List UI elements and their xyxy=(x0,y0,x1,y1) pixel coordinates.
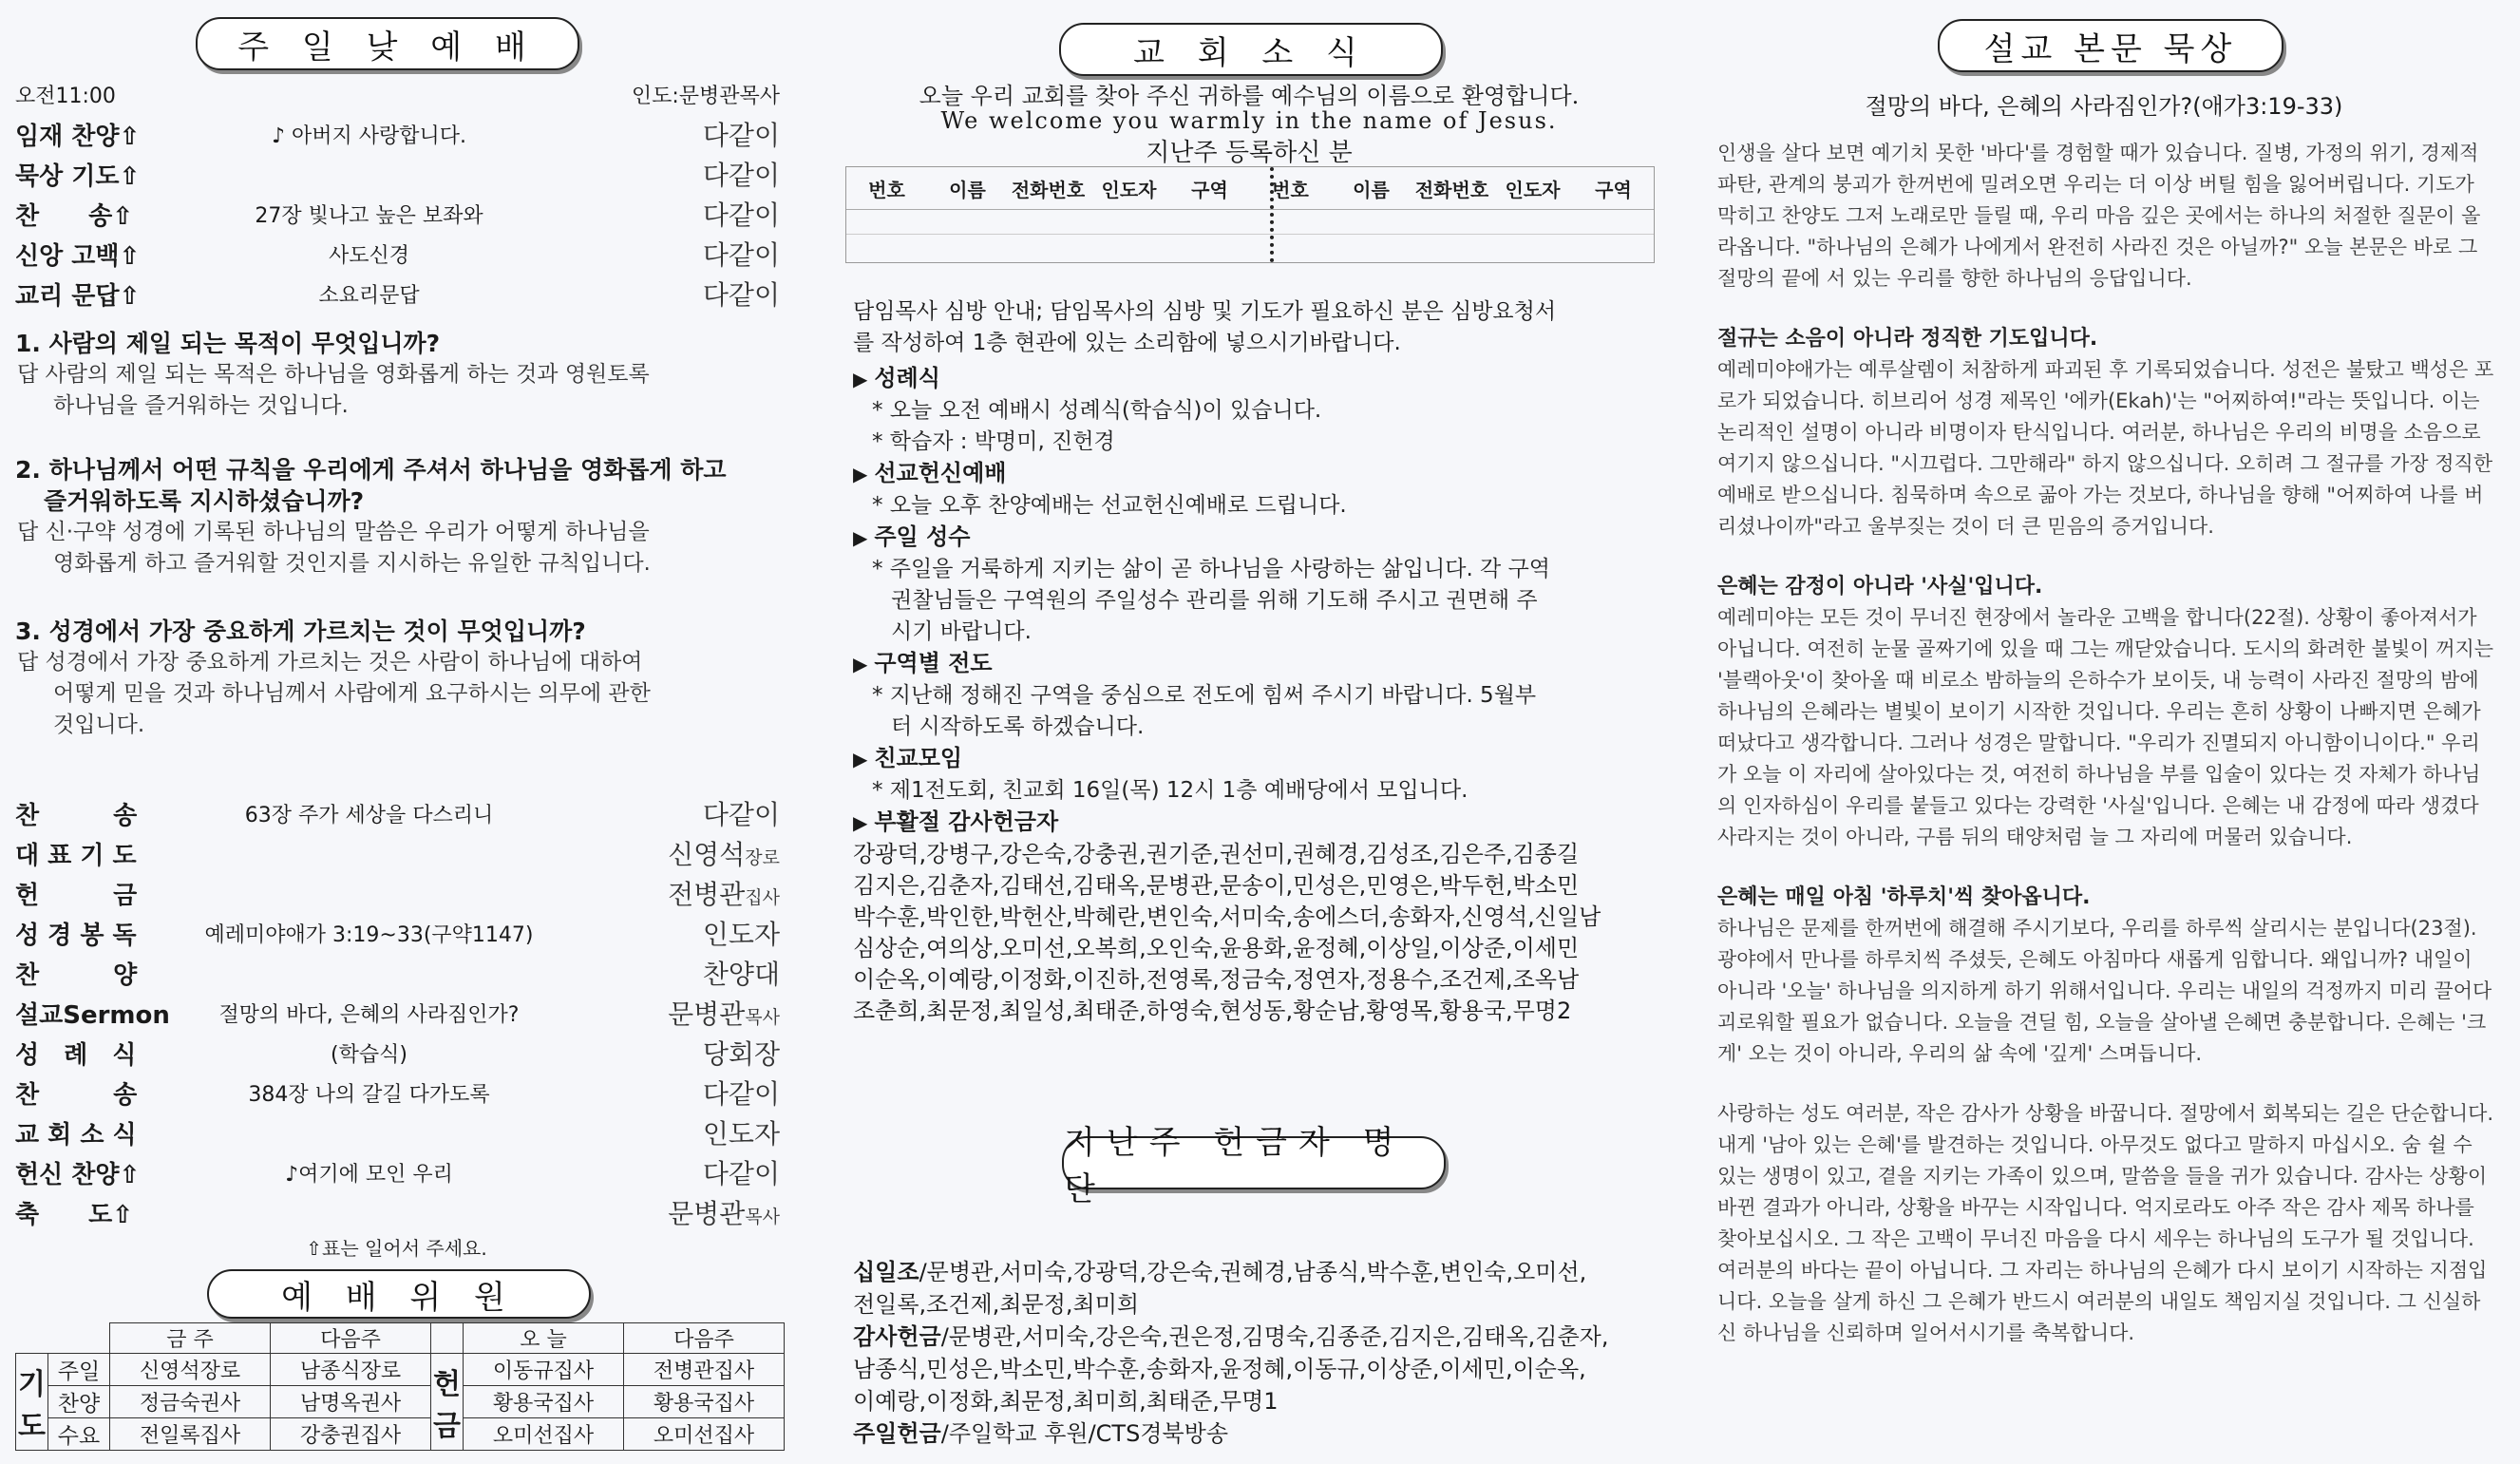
easter-donor-names: 강광덕,강병구,강은숙,강충권,권기준,권선미,권혜경,김성조,김은주,김종길 김지은,김춘자,김태선,김태옥,문병관,문송이,민성은,민영은,박두헌,박소민 박수훈,박인한,박헌산,박혜란,변인숙,서미숙,송에스더,송화자,신영석,신일남 심상순,여의상,오미선,오복희,오인숙,윤용화,윤정혜,이상일,이상준,이세민 이순옥,이예랑,이정화,이진하,전영록,정금숙,정연자,정용수,조건제,조옥남 조춘희,최문정,최일성,최태준,하영숙,현성동,황순남,황영목,황용국,무명2 xyxy=(853,841,1601,1024)
sermon-heading: 은혜는 감정이 아니라 '사실'입니다. xyxy=(1717,575,2043,599)
service-row: 성 경 봉 독 예레미야애가 3:19~33(구약1147) 인도자 xyxy=(15,919,780,950)
sermon-heading: 은혜는 매일 아침 '하루치'씩 찾아옵니다. xyxy=(1717,885,2091,909)
news-heading: ▶ 부활절 감사헌금자 xyxy=(853,807,1655,839)
service-row: 축 도⇧ 문병관목사 xyxy=(15,1198,780,1229)
sermon-paragraph: 사랑하는 성도 여러분, 작은 감사가 상황을 바꿉니다. 절망에서 회복되는 길은 단순합니다. 내게 '남아 있는 은혜'를 발견하는 것입니다. 아무것도 없다고 말하지 마십시오. 숨 쉴 수 있는 생명이 있고, 곁을 지키는 가족이 있으며, 말씀을 들을 귀가 있습니다. 감사는 상황이 바뀐 결과가 아니라, 상황을 바꾸는 시작입니다. 억지로라도 아주 작은 감사 제목 하나를 찾아보십시오. 그 작은 고백이 무너진 마음을 다시 세우는 하나님의 도구가 될 것입니다. 여러분의 바다는 끝이 아닙니다. 그 자리는 하나님의 은혜가 다시 보이기 시작하는 지점입니다. 오늘을 살게 하신 그 은혜가 반드시 여러분의 내일도 책임지실 것입니다. 그 신실하신 하나님을 신뢰하며 일어서시기를 축복합니다. xyxy=(1717,1102,2494,1344)
service-row: 찬 송 63장 주가 세상을 다스리니 다같이 xyxy=(15,799,780,830)
news-heading: ▶ 선교헌신예배 xyxy=(853,458,1655,490)
registration-table: 번호 이름 전화번호 인도자 구역 번호 이름 전화번호 인도자 구역 xyxy=(845,166,1655,263)
service-row: 찬 송⇧ 27장 빛나고 높은 보좌와 다같이 xyxy=(15,200,780,231)
sermon-paragraph: 하나님은 문제를 한꺼번에 해결해 주시기보다, 우리를 하루씩 살리시는 분입니다(23절). 광야에서 만나를 하루치씩 주셨듯, 은혜도 아침마다 새롭게 임합니다. 왜입니까? 내일이 아니라 '오늘' 하나님을 의지하게 하기 위해서입니다. 우리는 내일의 걱정까지 미리 끌어다 괴로워할 필요가 없습니다. 오늘을 견딜 힘, 오늘을 살아낼 은혜면 충분합니다. 은혜는 '크게' 오는 것이 아니라, 우리의 삶 속에 '깊게' 스며듭니다. xyxy=(1717,917,2492,1065)
news-heading: ▶ 성례식 xyxy=(853,363,1655,395)
service-row: 헌신 찬양⇧ ♪여기에 모인 우리 다같이 xyxy=(15,1158,780,1189)
service-order-bottom xyxy=(15,793,780,1232)
catechism-q1: 1. 사람의 제일 되는 목적이 무엇입니까? 답 사람의 제일 되는 목적은 하나님을 영화롭게 하는 것과 영원토록 하나님을 즐거워하는 것입니다. xyxy=(15,330,650,418)
service-row: 신앙 고백⇧ 사도신경 다같이 xyxy=(15,239,780,271)
stand-note: ⇧표는 일어서 주세요. xyxy=(306,1237,487,1260)
news-title: 교 회 소 식 xyxy=(1059,23,1443,76)
service-row: 헌 금 전병관집사 xyxy=(15,879,780,910)
service-row: 찬 양 찬양대 xyxy=(15,959,780,990)
service-row: 교리 문답⇧ 소요리문답 다같이 xyxy=(15,279,780,311)
church-news-column xyxy=(826,0,1672,1464)
service-row: 임재 찬양⇧ ♪ 아버지 사랑합니다. 다같이 xyxy=(15,120,780,151)
service-row: 묵상 기도⇧ 다같이 xyxy=(15,160,780,191)
service-time: 오전11:00 xyxy=(15,85,116,108)
sermon-meditation-column xyxy=(1700,0,2508,1464)
sermon-text xyxy=(1717,138,2496,1349)
news-heading: ▶ 주일 성수 xyxy=(853,522,1655,554)
sermon-paragraph: 예레미야는 모든 것이 무너진 현장에서 놀라운 고백을 합니다(22절). 상황이 좋아져서가 아닙니다. 여전히 눈물 골짜기에 있을 때 그는 깨닫았습니다. 도시의 화려한 불빛이 꺼지는 '블랙아웃'이 찾아올 때 비로소 밤하늘의 은하수가 보이듯, 내 능력이 사라진 절망의 밤에 하나님의 은혜라는 별빛이 보이기 시작한 것입니다. 우리는 흔히 상황이 나빠지면 은혜가 떠났다고 생각합니다. 그러나 성경은 말합니다. "우리가 진멸되지 아니함이니이다." 우리가 오늘 이 자리에 살아있다는 것, 여전히 하나님을 부를 입술이 있다는 것 자체가 하나님의 인자하심이 우리를 붙들고 있다는 강력한 '사실'입니다. 은혜는 내 감정에 따라 생겼다 사라지는 것이 아니라, 구름 뒤의 태양처럼 늘 그 자리에 머물러 있습니다. xyxy=(1717,606,2494,848)
worship-staff-table: 금 주 다음주 오 늘 다음주 기 도 주일 신영석장로 남종식장로 헌 금 이동규집사 전병관집사 찬양 정금숙권사 남명옥권사 황용국집사 황용국집사 수요 전일록집사 강충권집사 오미선집사 오미선집사 xyxy=(15,1322,785,1451)
registration-title: 지난주 등록하신 분 xyxy=(1146,139,1353,167)
sermon-paragraph: 예레미야애가는 예루살렘이 처참하게 파괴된 후 기록되었습니다. 성전은 불탔고 백성은 포로가 되었습니다. 히브리어 성경 제목인 '에카(Ekah)'는 "어찌하여!"라는 뜻입니다. 이는 논리적인 설명이 아니라 비명이자 탄식입니다. 여러분, 하나님은 우리의 비명을 소음으로 여기지 않으십니다. "시끄럽다. 그만해라" 하지 않으십니다. 오히려 그 절규를 가장 정직한 예배로 받으십니다. 침묵하며 속으로 곪아 가는 것보다, 하나님을 향해 "어찌하여 나를 버리셨나이까"라고 울부짖는 것이 더 큰 믿음의 증거입니다. xyxy=(1717,358,2494,538)
sermon-title: 절망의 바다, 은혜의 사라짐인가?(애가3:19-33) xyxy=(1865,93,2343,120)
table-divider xyxy=(1270,167,1274,262)
staff-title: 예 배 위 원 xyxy=(207,1269,591,1319)
donors-title: 지난주 헌금자 명단 xyxy=(1062,1136,1446,1189)
welcome-korean: 오늘 우리 교회를 찾아 주신 귀하를 예수님의 이름으로 환영합니다. xyxy=(919,83,1580,109)
sermon-paragraph: 인생을 살다 보면 예기치 못한 '바다'를 경험할 때가 있습니다. 질병, 가정의 위기, 경제적 파탄, 관계의 붕괴가 한꺼번에 밀려오면 우리는 더 이상 버틸 힘을 잃어버립니다. 기도가 막히고 찬양도 그저 노래로만 들릴 때, 우리 마음 깊은 곳에서는 하나의 처절한 질문이 올라옵니다. "하나님의 은혜가 나에게서 완전히 사라진 것은 아닐까?" 오늘 본문은 바로 그 절망의 끝에 서 있는 우리를 향한 하나님의 응답입니다. xyxy=(1717,142,2481,290)
service-leader: 인도:문병관목사 xyxy=(631,85,780,108)
meditation-title: 설교 본문 묵상 xyxy=(1938,19,2283,72)
service-time-row xyxy=(15,80,780,109)
service-row: 대 표 기 도 신영석장로 xyxy=(15,839,780,870)
news-list: 담임목사 심방 안내; 담임목사의 심방 및 기도가 필요하신 분은 심방요청서 를 작성하여 1층 현관에 있는 소리함에 넣으시기바랍니다. ▶ 성례식 * 오늘 오전 예배시 성례식(학습식)이 있습니다. * 학습자 : 박명미, 진헌경 ▶ 선교헌신예배 * 오늘 오후 찬양예배는 선교헌신예배로 드립니다. ▶ 주일 성수 * 주일을 거룩하게 지키는 삶이 곧 하나님을 사랑하는 삶입니다. 각 구역 권찰님들은 구역원의 주일성수 관리를 위해 기도해 주시고 권면해 주 시기 바랍니다. ▶ 구역별 전도 * 지난해 정해진 구역을 중심으로 전도에 힘써 주시기 바랍니다. 5월부 터 시작하도록 하겠습니다. ▶ 친교모임 * 제1전도회, 친교회 16일(목) 12시 1층 예배당에서 모입니다. ▶ 부활절 감사헌금자 강광덕,강병구,강은숙,강충권,권기준,권선미,권혜경,김성조,김은주,김종길 김지은,김춘자,김태선,김태옥,문병관,문송이,민성은,민영은,박두헌,박소민 박수훈,박인한,박헌산,박혜란,변인숙,서미숙,송에스더,송화자,신영석,신일남 심상순,여의상,오미선,오복희,오인숙,윤용화,윤정혜,이상일,이상준,이세민 이순옥,이예랑,이정화,이진하,전영록,정금숙,정연자,정용수,조건제,조옥남 조춘희,최문정,최일성,최태준,하영숙,현성동,황순남,황영목,황용국,무명2 xyxy=(853,296,1655,1027)
news-heading: ▶ 구역별 전도 xyxy=(853,648,1655,680)
news-heading: ▶ 친교모임 xyxy=(853,743,1655,775)
welcome-english: We welcome you warmly in the name of Jesus. xyxy=(940,107,1558,134)
catechism-q3: 3. 성경에서 가장 중요하게 가르치는 것이 무엇입니까? 답 성경에서 가장 중요하게 가르치는 것은 사람이 하나님에 대하여 어떻게 믿을 것과 하나님께서 사람에게 요구하시는 의무에 관한 것입니다. xyxy=(15,618,651,737)
sermon-heading: 절규는 소음이 아니라 정직한 기도입니다. xyxy=(1717,327,2098,351)
worship-order-column xyxy=(0,0,793,1464)
service-row: 교 회 소 식 인도자 xyxy=(15,1118,780,1150)
catechism-q2: 2. 하나님께서 어떤 규칙을 우리에게 주셔서 하나님을 영화롭게 하고 즐거워하도록 지시하셨습니까? 답 신·구약 성경에 기록된 하나님의 말씀은 우리가 어떻게 하나님을 영화롭게 하고 즐거워할 것인지를 지시하는 유일한 규칙입니다. xyxy=(15,456,727,576)
service-row: 찬 송 384장 나의 갈길 다가도록 다같이 xyxy=(15,1078,780,1110)
worship-title: 주 일 낮 예 배 xyxy=(196,17,579,70)
service-row: 성 례 식 (학습식) 당회장 xyxy=(15,1038,780,1070)
service-order-top xyxy=(15,114,780,314)
donors-list: 십일조/문병관,서미숙,강광덕,강은숙,권혜경,남종식,박수훈,변인숙,오미선, 전일록,조건제,최문정,최미희 감사헌금/문병관,서미숙,강은숙,권은정,김명숙,김종준,김지은,김태옥,김춘자, 남종식,민성은,박소민,박수훈,송화자,윤정혜,이동규,이상준,이세민,이순옥, 이예랑,이정화,최문정,최미희,최태준,무명1 주일헌금/주일학교 후원/CTS경북방송 xyxy=(853,1259,1609,1447)
service-row: 설교Sermon 절망의 바다, 은혜의 사라짐인가? 문병관목사 xyxy=(15,998,780,1030)
